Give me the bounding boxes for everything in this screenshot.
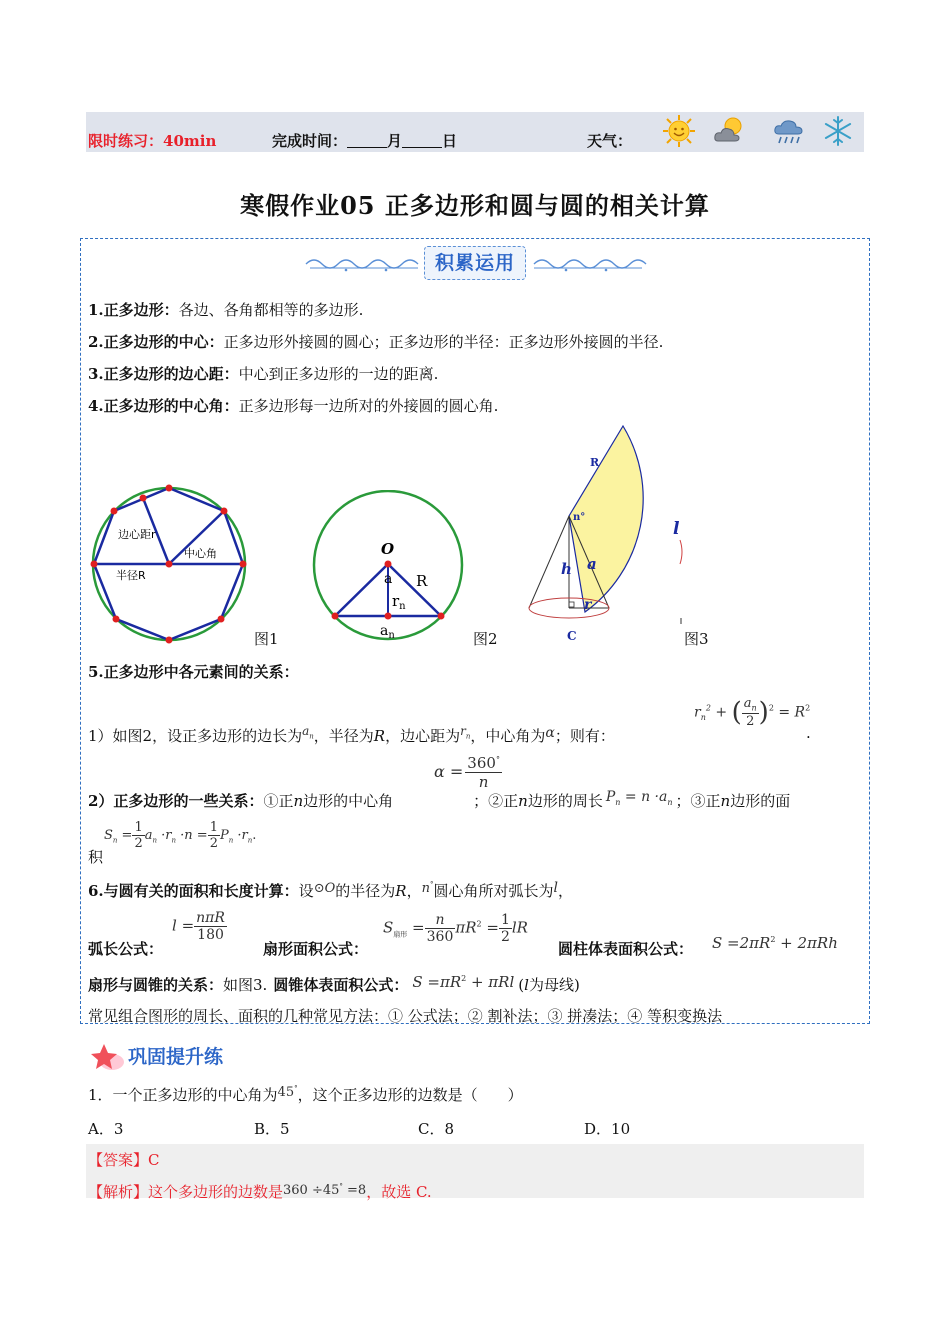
figure-3-cone [525, 422, 693, 644]
formula-central-angle: α = $\frac{360^\circ}{n}$ [434, 754, 500, 791]
circles-intro: 6.与圆有关的面积和长度计算：设⊙O的半径为R，n°圆心角所对弧长为l， [88, 880, 573, 900]
fig2-an-label: $a_n$ [380, 623, 395, 641]
analysis-text: 【解析】这个多边形的边数是360 ÷45° =8，故选 C. [88, 1182, 432, 1201]
relation-2-cont: 积 [88, 848, 104, 866]
fig3-C-label: C [567, 629, 577, 643]
cone-relation: 扇形与圆锥的关系：如图3. 圆锥体表面积公式： $S =\pi R^2 + \pi Rl$ (l为母线) [88, 973, 580, 994]
section-2-header [90, 1040, 280, 1076]
star-icon [90, 1042, 124, 1072]
done-time: 完成时间： 月 日 [272, 132, 458, 150]
fig3-n-label: n° [573, 512, 586, 523]
fig2-center-label: O [381, 540, 395, 558]
option-b: B．5 [254, 1120, 290, 1138]
sector-formula-label: 扇形面积公式： [263, 940, 369, 958]
banner-decoration [300, 244, 650, 284]
point-1: 1.正多边形：各边、各角都相等的多边形. [88, 301, 364, 319]
fig2-r-label: $r_n$ [392, 592, 406, 612]
relation-2: 2）正多边形的一些关系：①正n边形的中心角 ；②正n边形的周长 $P_n = n \cdot a_n$ ；③正n边形的面 [88, 789, 791, 810]
relations-heading: 5.正多边形中各元素间的关系： [88, 663, 299, 681]
arc-formula-label: 弧长公式： [88, 940, 164, 958]
section-2-title: 巩固提升练 [128, 1046, 224, 1068]
fig1-apothem-label: 边心距r [118, 528, 156, 541]
point-3: 3.正多边形的边心距：中心到正多边形的一边的距离. [88, 365, 439, 383]
figure-2-triangle [310, 490, 466, 642]
page-title: 寒假作业05 正多边形和圆与圆的相关计算 [240, 191, 710, 220]
figure-3-label: 图3 [684, 630, 709, 648]
question-1-stem: 1．一个正多边形的中心角为45°，这个正多边形的边数是（ ） [88, 1084, 523, 1104]
fig1-radius-label: 半径R [116, 569, 146, 582]
fig1-central-angle-label: 中心角 [184, 547, 217, 560]
combined-methods: 常见组合图形的周长、面积的几种常见方法：① 公式法；② 割补法；③ 拼凑法；④ 等积变换法 [88, 1007, 723, 1025]
weather-label: 天气： [587, 132, 633, 150]
fig2-a-label: a [384, 571, 393, 587]
snowflake-icon [821, 114, 855, 148]
formula-pythagoras: $r_n^2$ + ( $\frac{a_n}{2}$ )$^2 = R^2$ [694, 696, 811, 729]
fig3-a-label: a [587, 555, 597, 573]
partly-cloudy-icon [712, 114, 746, 148]
point-2: 2.正多边形的中心：正多边形外接圆的圆心；正多边形的半径：正多边形外接圆的半径. [88, 333, 664, 351]
relation-1: 1）如图2，设正多边形的边长为$^{a_n}$，半径为R，边心距为$^{r_n}$，中心角为α；则有： [88, 724, 615, 745]
rain-icon [772, 114, 806, 148]
left-wave-ornament [300, 254, 424, 274]
formula-cylinder-area: $S =2\pi R^2 + 2\pi Rh$ [712, 934, 838, 952]
formula-sector-area: $S_{扇形}$ = $\frac{n}{360}$ $\pi R^2$ = $\frac{1}{2}$ lR [383, 912, 528, 945]
right-wave-ornament [528, 254, 652, 274]
fig3-r-label: r [584, 597, 592, 613]
answer-text: 【答案】C [88, 1151, 160, 1169]
formula-arc-length: l = $\frac{\text{nπR}}{180}$ [172, 910, 225, 943]
figure-2-label: 图2 [473, 630, 498, 648]
figure-1-label: 图1 [254, 630, 279, 648]
sun-icon [662, 114, 696, 148]
option-c: C．8 [418, 1120, 455, 1138]
fig3-l-label: l [673, 519, 680, 539]
point-4: 4.正多边形的中心角：正多边形每一边所对的外接圆的圆心角. [88, 397, 499, 415]
fig3-h-label: h [561, 560, 572, 578]
cylinder-formula-label: 圆柱体表面积公式： [558, 940, 694, 958]
fig3-R-label: R [590, 456, 600, 469]
figure-1-polygon [88, 483, 254, 645]
fig2-R-label: R [416, 572, 428, 590]
option-a: A．3 [88, 1120, 124, 1138]
banner-title: 积累运用 [424, 246, 526, 280]
option-d: D．10 [584, 1120, 631, 1138]
formula-area: $S_n$ = $\frac{1}{2}$ $a_n \cdot r_n \cdot n$ = $\frac{1}{2}$ $P_n \cdot r_n$. [104, 820, 257, 851]
time-limit: 限时练习：40min [88, 132, 217, 150]
